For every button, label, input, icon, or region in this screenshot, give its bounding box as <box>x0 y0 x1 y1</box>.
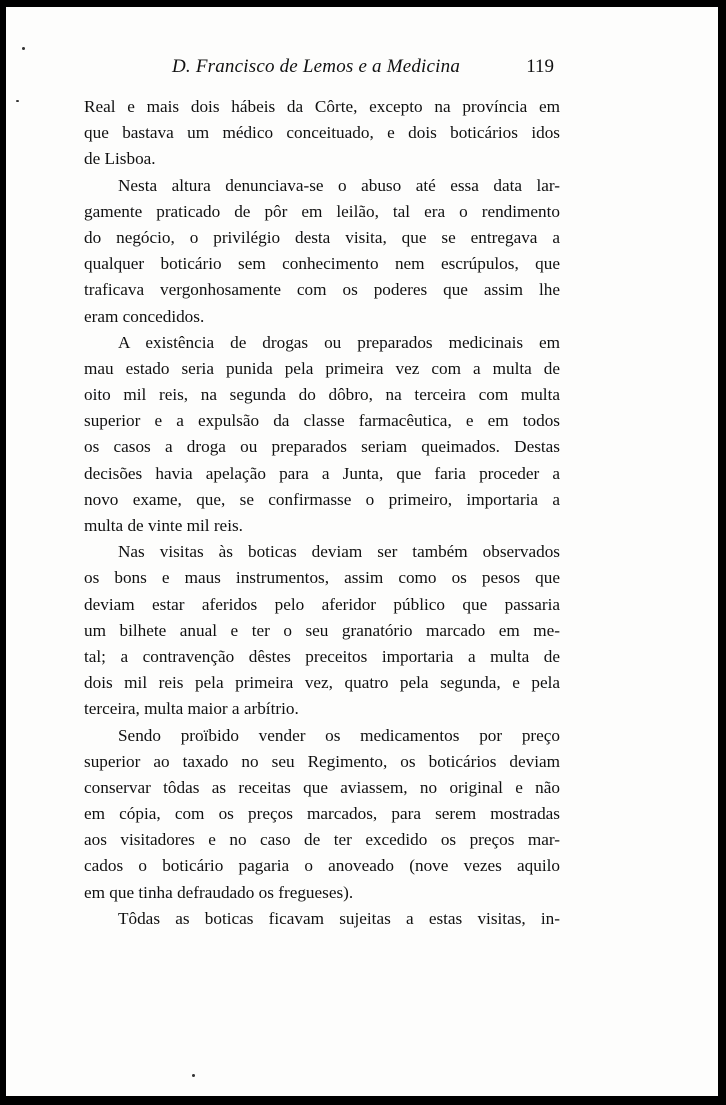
speck <box>22 47 25 50</box>
text-line: terceira, multa maior a arbítrio. <box>84 699 299 719</box>
text-line: conservar tôdas as receitas que aviassem, no original e não <box>84 777 560 797</box>
running-head <box>84 56 560 84</box>
text-line: em que tinha defraudado os fregueses). <box>84 882 354 902</box>
text-line: traficava vergonhosamente com os poderes que assim lhe <box>84 280 560 300</box>
text-line: aos visitadores e no caso de ter excedido os preços mar- <box>84 830 560 850</box>
text-line: qualquer boticário sem conhecimento nem escrúpulos, que <box>84 254 560 274</box>
text-line: mau estado seria punida pela primeira vez com a multa de <box>84 358 560 378</box>
text-line: Sendo proïbido vender os medicamentos por preço <box>118 725 560 745</box>
text-line: os casos a droga ou preparados seriam queimados. Destas <box>84 437 560 457</box>
text-line: de Lisboa. <box>84 149 156 169</box>
text-line: A existência de drogas ou preparados medicinais em <box>118 332 560 352</box>
text-line: superior e a expulsão da classe farmacêutica, e em todos <box>84 411 560 431</box>
text-line: Nas visitas às boticas deviam ser também observados <box>118 542 560 562</box>
text-line: os bons e maus instrumentos, assim como os pesos que <box>84 568 560 588</box>
text-line: multa de vinte mil reis. <box>84 516 243 535</box>
body-text <box>84 94 560 932</box>
text-line: dois mil reis pela primeira vez, quatro pela segunda, e pela <box>84 673 560 693</box>
text-line: gamente praticado de pôr em leilão, tal era o rendimento <box>84 201 560 221</box>
text-line: Nesta altura denunciava-se o abuso até essa data lar- <box>118 175 560 195</box>
text-line: em cópia, com os preços marcados, para serem mostradas <box>84 804 560 824</box>
text-line: Real e mais dois hábeis da Côrte, excepto na província em <box>84 97 560 116</box>
running-title: D. Francisco de Lemos e a Medicina <box>172 56 461 77</box>
text-line: cados o boticário pagaria o anoveado (nove vezes aquilo <box>84 856 560 876</box>
speck <box>192 1074 195 1077</box>
text-line: eram concedidos. <box>84 306 205 326</box>
text-line: tal; a contravenção dêstes preceitos importaria a multa de <box>84 646 560 666</box>
text-line: decisões havia apelação para a Junta, que faria proceder a <box>84 463 560 483</box>
text-line: novo exame, que, se confirmasse o primeiro, importaria a <box>84 489 560 509</box>
text-line: deviam estar aferidos pelo aferidor público que passaria <box>84 594 560 614</box>
text-line: do negócio, o privilégio desta visita, que se entregava a <box>84 227 560 247</box>
text-line: um bilhete anual e ter o seu granatório marcado em me- <box>84 620 560 640</box>
speck <box>16 100 19 102</box>
text-line: que bastava um médico conceituado, e dois boticários idos <box>84 123 560 143</box>
text-line: oito mil reis, na segunda do dôbro, na terceira com multa <box>84 385 560 405</box>
text-line: Tôdas as boticas ficavam sujeitas a estas visitas, in- <box>118 908 560 928</box>
page-number: 119 <box>526 56 554 77</box>
text-line: superior ao taxado no seu Regimento, os boticários deviam <box>84 751 560 771</box>
